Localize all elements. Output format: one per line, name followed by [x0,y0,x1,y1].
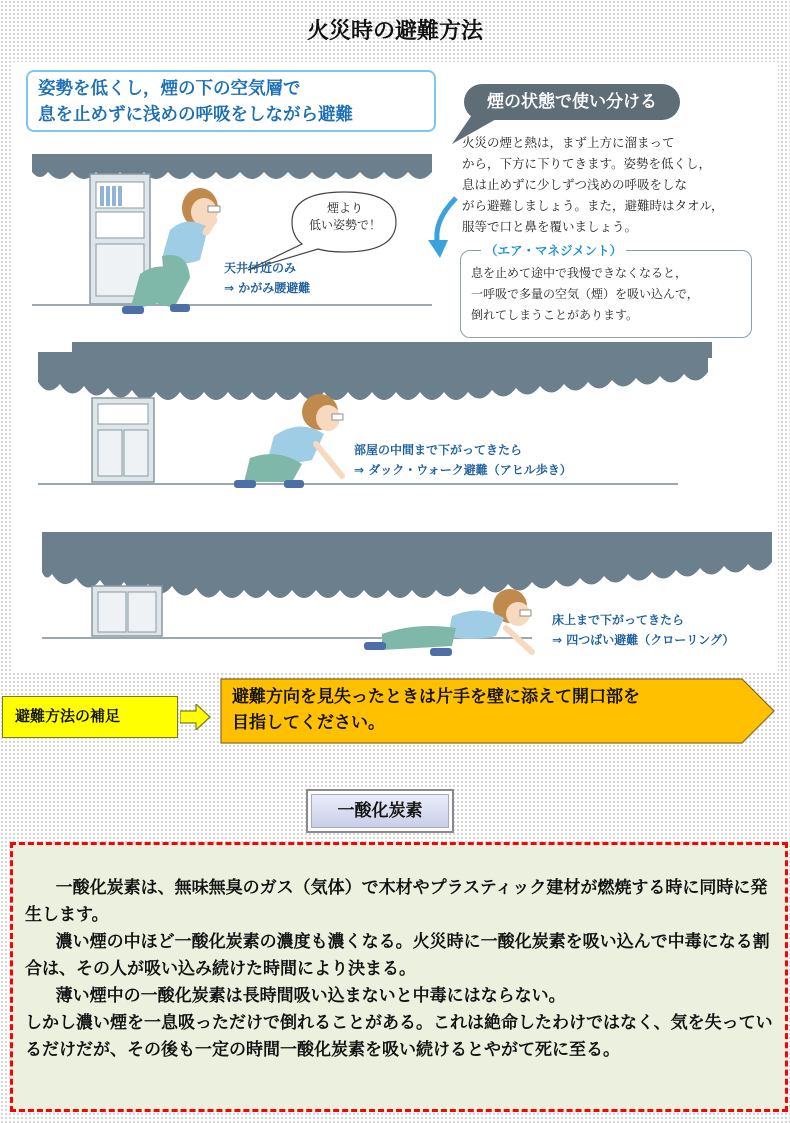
smoke-line: がら避難しましょう。また，避難時はタオル， [462,198,724,213]
caption-line: 天井付近のみ [224,261,297,275]
headline-line: 息を止めずに浅めの呼吸をしながら避難 [38,105,353,125]
smoke-explanation [462,132,762,237]
supplement-line: 目指してください。 [232,713,385,733]
co-paragraph: しかし濃い煙を一息吸っただけで倒れることがある。これは絶命したわけではなく、気を失っているだけだが、その後も一定の時間一酸化炭素を吸い続けるとやがて死に至る。 [25,1013,773,1060]
arrow-right-icon [180,704,212,730]
co-text [25,875,775,1064]
speech-line: 低い姿勢で！ [308,218,381,232]
caption-line: ⇒ かがみ腰避難 [224,281,311,295]
co-paragraph: 濃い煙の中ほど一酸化炭素の濃度も濃くなる。火災時に一酸化炭素を吸い込んで中毒になる割合は、その人が吸い込み続けた時間により決まる。 [25,932,770,979]
smoke-state-badge: 煙の状態で使い分ける [464,84,680,120]
caption-crawling [552,610,734,650]
caption-duck-walk [354,440,572,480]
co-paragraph: 薄い煙中の一酸化炭素は長時間吸い込まないと中毒にはならない。 [55,986,566,1006]
supplement-line: 避難方向を見失ったときは片手を壁に添えて開口部を [232,687,640,707]
supplement-label: 避難方法の補足 [2,696,178,738]
co-text-box [10,842,788,1112]
caption-line: 床上まで下がってきたら [552,613,685,627]
speech-bubble-text [292,200,398,234]
speech-line: 煙より [326,201,363,215]
caption-line: ⇒ ダック・ウォーク避難（アヒル歩き） [354,463,572,477]
air-management-body [471,263,743,326]
headline-box [26,70,436,132]
smoke-line: 息は止めずに少しずつ浅めの呼吸をしな [462,177,688,192]
evacuation-illustration [12,62,778,672]
air-management-box [460,243,752,338]
page-title: 火災時の避難方法 [306,19,483,44]
smoke-line: 服等で口と鼻を覆いましょう。 [462,219,638,234]
co-paragraph: 一酸化炭素は、無味無臭のガス（気体）で木材やプラスティック建材が燃焼する時に同時に発生します。 [25,878,768,925]
headline-line: 姿勢を低くし，煙の下の空気層で [38,79,301,99]
co-section-label: 一酸化炭素 [306,789,454,833]
supplement-text [232,684,752,736]
air-management-title: （エア・マネジメント） [481,241,626,259]
caption-line: 部屋の中間まで下がってきたら [354,443,523,457]
smoke-line: から，下方に下りてきます。姿勢を低くし， [462,156,712,171]
air-line: 倒れてしまうことがあります。 [471,308,639,322]
caption-crouch [224,258,310,298]
smoke-line: 火災の煙と熱は，まず上方に溜まって [462,135,675,150]
air-line: 息を止めて途中で我慢できなくなると， [471,266,688,280]
caption-line: ⇒ 四つばい避難（クローリング） [552,633,735,647]
air-line: 一呼吸で多量の空気（煙）を吸い込んで， [471,287,699,301]
